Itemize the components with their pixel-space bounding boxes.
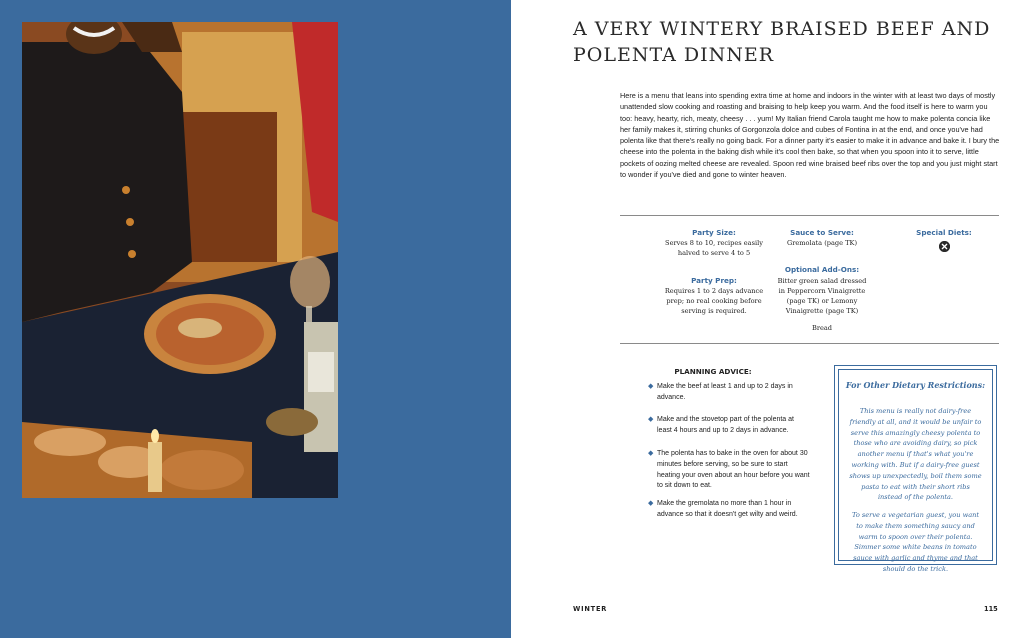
party-size-value: Serves 8 to 10, recipes easily halved to serve 4 to 5 xyxy=(665,239,763,257)
menu-title: A VERY WINTERY BRAISED BEEF AND POLENTA DINNER xyxy=(573,18,991,66)
dinner-scene-illustration xyxy=(22,22,338,498)
planning-advice-heading: PLANNING ADVICE: xyxy=(674,367,752,376)
party-prep-label: Party Prep: xyxy=(691,276,737,285)
diamond-bullet-icon: ◆ xyxy=(648,383,654,390)
dietary-restrictions-box xyxy=(834,365,997,573)
party-size-label: Party Size: xyxy=(692,228,736,237)
list-item xyxy=(620,449,810,492)
restrictions-title: For Other Dietary Restrictions: xyxy=(845,380,986,390)
diamond-bullet-icon: ◆ xyxy=(648,500,654,507)
divider-bottom xyxy=(620,343,999,344)
list-item xyxy=(620,382,810,404)
intro-paragraph: Here is a menu that leans into spending extra time at home and indoors in the winter with at least two days of mostly unattended slow cooking and roasting and braising to help keep you warm. And the food itself is here to warm you too: heavy, hearty, rich, meaty, cheesy . . . yum! My Italian friend Carola taught me how to make polenta concia like her family makes it, stirring chunks of Gorgonzola dolce and cubes of Fontina in at the end, and once you've had polenta like that there's really no going back. For a dinner party it's easier to make it in advance and bake it. I bury the cheese into the polenta in the baking dish while it's cool then bake, so that when you spoon into it to serve, little pockets of oozing melted cheese are revealed. Spoon red wine braised beef ribs over the top and you just might start to wonder if you've died and gone to winter heaven. xyxy=(620,91,1000,180)
footer-section-name: WINTER xyxy=(573,605,608,613)
addons-value: Bitter green salad dressed in Peppercorn Vinaigrette (page TK) or Lemony Vinaigrette (page TK) xyxy=(777,277,867,315)
addons-label: Optional Add-Ons: xyxy=(784,265,860,274)
advice-text: Make the gremolata no more than 1 hour in advance so that it doesn't get wilty and weird. xyxy=(657,500,798,518)
sauce-label: Sauce to Serve: xyxy=(790,228,854,237)
diamond-bullet-icon: ◆ xyxy=(648,450,654,457)
list-item xyxy=(620,499,810,521)
page-number: 115 xyxy=(984,605,998,613)
advice-text: The polenta has to bake in the oven for about 30 minutes before serving, so be sure to start heating your oven about an hour before you want to sit down to eat. xyxy=(657,450,810,490)
diamond-bullet-icon: ◆ xyxy=(648,416,654,423)
restrictions-vegetarian-paragraph: To serve a vegetarian guest, you want to make them something saucy and warm to spoon over their polenta. Simmer some white beans in tomato sauce with garlic and thyme and that should do the trick. xyxy=(851,511,980,573)
divider-top xyxy=(620,215,999,216)
advice-text: Make and the stovetop part of the polenta at least 4 hours and up to 2 days in advance. xyxy=(657,416,794,434)
right-page xyxy=(511,0,1020,638)
no-gluten-icon xyxy=(939,241,950,252)
addons-value-bread: Bread xyxy=(811,324,833,332)
list-item xyxy=(620,415,810,437)
sauce-value: Gremolata (page TK) xyxy=(786,239,858,247)
party-prep-value: Requires 1 to 2 days advance prep; no real cooking before serving is required. xyxy=(664,287,764,315)
dinner-photo xyxy=(22,22,338,498)
dietary-restrictions-inner-border xyxy=(838,369,993,573)
restrictions-dairy-paragraph: This menu is really not dairy-free friendly at all, and it would be unfair to serve this amazingly cheesy polenta to those who are avoiding dairy, so pick another menu if that's what you're working with. But if a dairy-free guest shows up unexpectedly, boil them some pasta to eat with their short ribs instead of the polenta. xyxy=(849,407,982,502)
advice-text: Make the beef at least 1 and up to 2 days in advance. xyxy=(657,383,793,401)
special-diets-label: Special Diets: xyxy=(916,228,972,237)
